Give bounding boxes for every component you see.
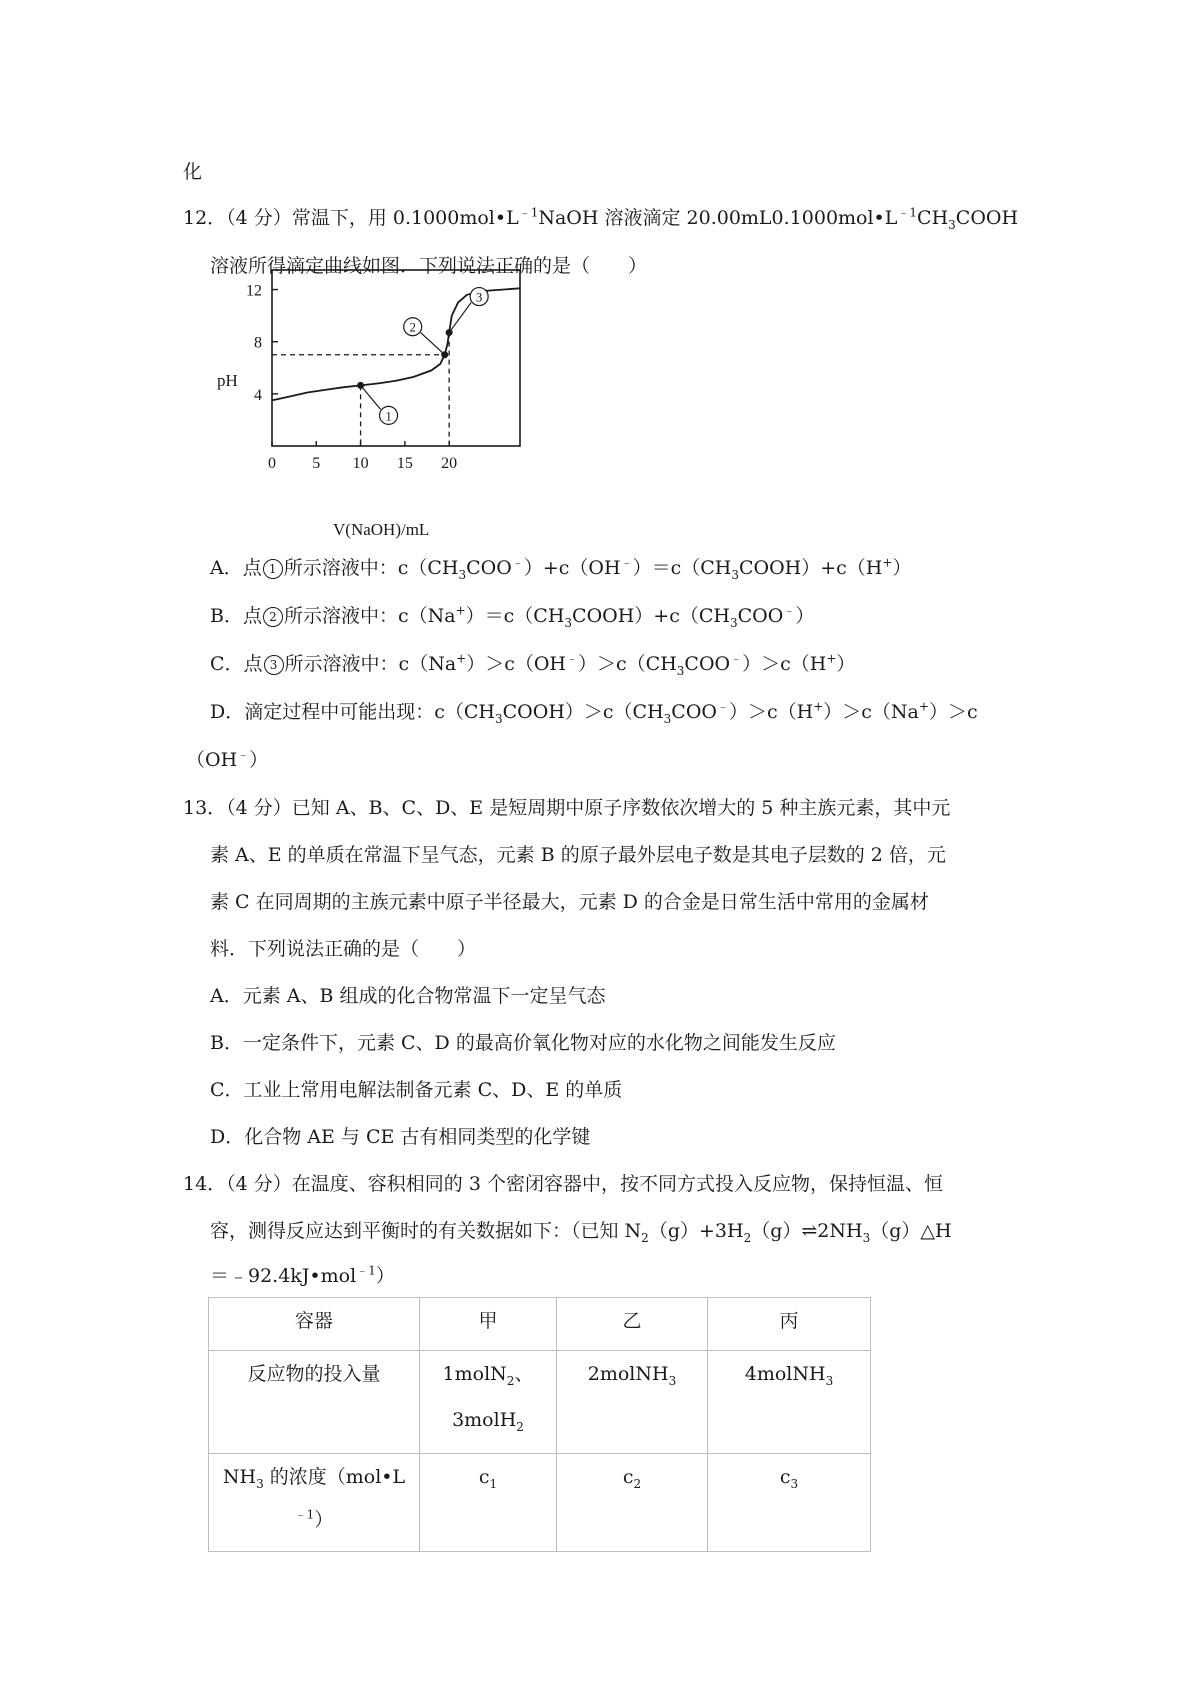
c3-base: c [779,1466,791,1488]
table-cell-c1 [420,1454,557,1552]
opt-b-t5: ） [795,605,815,627]
opt-d-t6: ）＞c [928,701,978,723]
opt-b-t3: COOH）+c（CH [572,605,730,627]
opt-a-s1: 3 [458,567,467,582]
q14-l2-s3: 3 [862,1230,871,1245]
q12-sub: 3 [948,217,956,232]
titration-curve-figure [205,260,535,545]
q12-sup-b: ﹣1 [897,205,918,220]
table-row [209,1454,871,1552]
table-header-bing: 丙 [708,1298,871,1351]
opt-a-t5: COOH）+c（H [738,557,883,579]
q12-option-d-cont [186,748,268,772]
opt-d-s2: 3 [663,711,672,726]
opt-d-sup3: + [918,699,929,714]
opt-c-t2: ）＞c（OH [466,653,567,675]
jia-h2-sub: 2 [516,1419,524,1434]
table-cell-reactant-label: 反应物的投入量 [209,1351,420,1454]
opt-d2-t1: （OH [186,749,238,771]
q13-stem-line1: 13．（4 分）已知 A、B、C、D、E 是短周期中原子序数依次增大的 5 种主族元素，其中元 [183,797,951,819]
opt-b-sup2: ﹣ [783,603,796,618]
q12-stem-text-b: NaOH 溶液滴定 20.00mL0.1000mol•L [538,207,898,229]
yi-nh3: 2molNH [587,1363,669,1385]
q12-option-a [210,556,911,580]
opt-b-t4: COO [737,605,784,627]
q12-stem-text-a: 常温下，用 0.1000mol•L [291,207,519,229]
y-tick-label: 8 [254,334,262,352]
titration-curve-chart [205,260,535,545]
q14-l3-sup1: ﹣1 [356,1263,376,1278]
q13-option-a: A．元素 A、B 组成的化合物常温下一定呈气态 [210,985,606,1007]
x-tick-label: 5 [312,455,321,472]
point-2-marker: 2 [263,607,283,627]
equilibrium-data-table [208,1297,871,1552]
table-header-row [209,1298,871,1351]
q14-l3-t2: ） [375,1265,395,1287]
opt-a-s2: 3 [731,567,739,582]
conc-label-a: NH [222,1466,257,1488]
q12-option-b [210,604,814,628]
opt-a-t6: ） [892,557,912,579]
x-tick-label: 15 [396,455,413,472]
conc-label-d: ） [314,1509,334,1531]
opt-a-t3: ）+c（OH [523,557,621,579]
x-tick-label: 10 [352,455,369,472]
jia-n2-sub: 2 [506,1373,515,1388]
callout-label-2: 2 [409,319,416,335]
table-row [209,1351,871,1454]
bing-nh3-sub: 3 [825,1373,834,1388]
c1-base: c [478,1466,490,1488]
q14-l2-s2: 2 [743,1230,752,1245]
opt-b-sup1: + [455,603,466,618]
opt-b-prefix: B．点 [210,605,262,627]
q14-l2-t4: （g）△H [870,1220,952,1242]
prev-page-fragment: 化 [183,161,203,183]
conc-label-b: 的浓度（mol•L [263,1466,406,1488]
opt-a-sup3: + [882,555,893,570]
q14-stem-line1: 14．（4 分）在温度、容积相同的 3 个密闭容器中，按不同方式投入反应物，保持恒温、恒 [183,1173,943,1195]
opt-c-sup1: + [456,651,467,666]
opt-d-t4: ）＞c（H [729,701,814,723]
q12-option-d [210,700,978,724]
q12-stem-text-d: COOH [955,207,1019,229]
q13-stem-line4: 料．下列说法正确的是（ ） [210,938,477,960]
opt-c-t6: ） [836,653,856,675]
opt-d2-sup1: ﹣ [237,747,250,762]
opt-a-prefix: A．点 [210,557,262,579]
opt-d-t5: ）＞c（Na [823,701,919,723]
opt-d-sup1: ﹣ [716,699,729,714]
table-cell-yi-reactant [557,1351,708,1454]
opt-a-t1: 所示溶液中：c（CH [283,557,459,579]
opt-c-s1: 3 [676,663,685,678]
conc-label-sub: 3 [256,1476,264,1491]
table-cell-concentration-label [209,1454,420,1552]
c2-base: c [622,1466,634,1488]
opt-a-t4: ）＝c（CH [632,557,732,579]
q12-sup-a: ﹣1 [518,205,539,220]
q13-stem-line2: 素 A、E 的单质在常温下呈气态，元素 B 的原子最外层电子数是其电子层数的 2 倍，元 [210,844,946,866]
opt-b-s2: 3 [729,615,738,630]
bing-nh3: 4molNH [744,1363,826,1385]
y-axis-label: pH [217,371,238,390]
opt-c-sup2: ﹣ [566,651,579,666]
q12-stem-text-c: CH [917,207,949,229]
opt-c-t5: ）＞c（H [742,653,827,675]
q12-stem-line2: 溶液所得滴定曲线如图．下列说法正确的是（ ） [210,255,648,277]
table-cell-jia-reactant [420,1351,557,1454]
c3-sub: 3 [790,1476,799,1491]
opt-d-t2: COOH）＞c（CH [502,701,664,723]
q12-number: 12．（4 分） [183,207,292,229]
y-tick-label: 4 [254,386,262,404]
jia-n2: 1molN [442,1363,507,1385]
opt-a-t2: COO [466,557,512,579]
opt-c-t1: 所示溶液中：c（Na [284,653,457,675]
callout-line-2 [421,333,445,355]
opt-a-sup1: ﹣ [511,555,524,570]
table-header-yi: 乙 [557,1298,708,1351]
callout-label-1: 1 [385,408,392,424]
opt-a-sup2: ﹣ [620,555,633,570]
opt-c-sup4: + [826,651,837,666]
jia-sep: 、 [514,1363,534,1385]
opt-c-prefix: C．点 [210,653,263,675]
c1-sub: 1 [489,1476,498,1491]
opt-b-t2: ）＝c（CH [465,605,565,627]
q13-option-c: C．工业上常用电解法制备元素 C、D、E 的单质 [210,1079,623,1101]
opt-d-t3: COO [671,701,717,723]
q14-stem-line3 [210,1264,395,1288]
opt-d-sup2: + [813,699,824,714]
q12-option-c [210,652,855,676]
yi-nh3-sub: 3 [668,1373,677,1388]
table-cell-bing-reactant [708,1351,871,1454]
conc-label-sup: ﹣1 [294,1507,315,1522]
q14-stem-line2 [210,1219,952,1243]
q13-option-d: D．化合物 AE 与 CE 古有相同类型的化学键 [210,1126,591,1148]
opt-b-t1: 所示溶液中：c（Na [283,605,456,627]
opt-c-t4: COO [684,653,731,675]
y-tick-label: 12 [246,282,262,300]
callout-line-3 [449,303,471,333]
x-axis-label: V(NaOH)/mL [333,520,430,539]
point-1-marker: 1 [263,559,283,579]
table-cell-c2 [557,1454,708,1552]
table-header-jia: 甲 [420,1298,557,1351]
q14-l2-s1: 2 [641,1230,649,1245]
q13-stem-line3: 素 C 在同周期的主族元素中原子半径最大，元素 D 的合金是日常生活中常用的金属材 [210,891,929,913]
jia-h2: 3molH [452,1409,517,1431]
callout-label-3: 3 [475,289,483,305]
x-tick-label: 0 [268,455,276,472]
q14-l2-t1: 容，测得反应达到平衡时的有关数据如下：（已知 N [210,1220,642,1242]
table-cell-c3 [708,1454,871,1552]
callout-line-1 [361,385,381,409]
c2-sub: 2 [633,1476,642,1491]
q14-l3-t1: ＝﹣92.4kJ•mol [210,1265,357,1287]
q12-stem-line1 [183,206,1018,230]
opt-d-t1: D．滴定过程中可能出现：c（CH [210,701,495,723]
x-tick-label: 20 [441,455,458,472]
opt-d-s1: 3 [494,711,503,726]
opt-c-t3: ）＞c（CH [578,653,677,675]
opt-b-s1: 3 [564,615,573,630]
point-3-marker: 3 [264,655,284,675]
opt-c-sup3: ﹣ [730,651,743,666]
q14-l2-t2: （g）+3H [648,1220,744,1242]
opt-d2-t2: ） [249,749,269,771]
q14-l2-t3: （g）⇌2NH [751,1220,863,1242]
q13-option-b: B．一定条件下，元素 C、D 的最高价氧化物对应的水化物之间能发生反应 [210,1032,836,1054]
table-header-container: 容器 [209,1298,420,1351]
